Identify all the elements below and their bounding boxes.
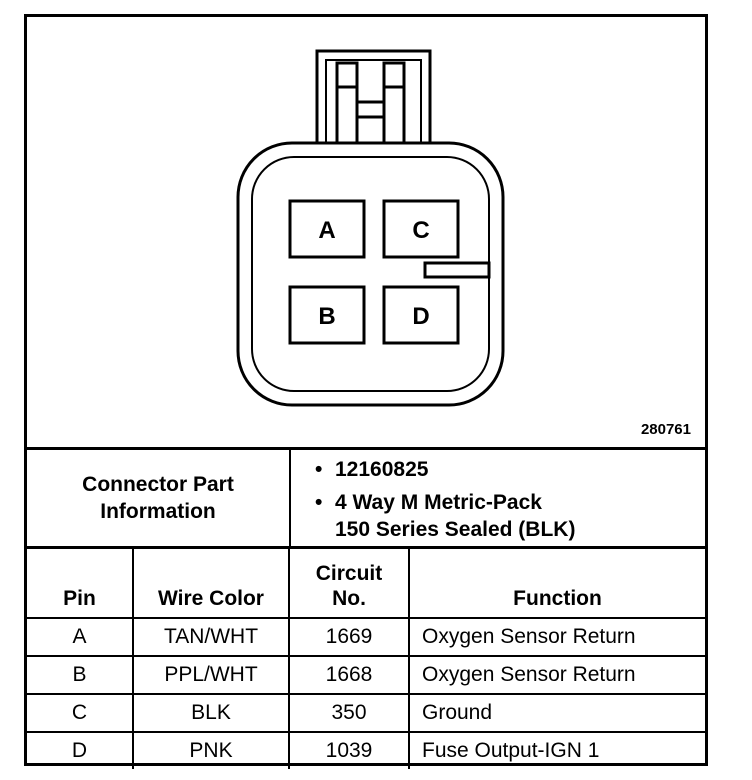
pin-label-d: D: [412, 303, 430, 330]
pin-label-b: B: [318, 303, 336, 330]
cell-wire-color: PPL/WHT: [133, 656, 289, 694]
header-wire-color: Wire Color: [133, 549, 289, 618]
table-row: [27, 694, 705, 732]
locking-tab: [317, 51, 430, 145]
connector-part-info-label: [27, 450, 291, 546]
info-label-line1: Connector Part: [82, 473, 234, 496]
pin-table: [27, 549, 705, 769]
table-header-row: [27, 549, 705, 618]
pin-label-c: C: [412, 217, 430, 244]
cell-function: Oxygen Sensor Return: [409, 656, 705, 694]
cell-pin: A: [27, 618, 133, 656]
cell-function: Ground: [409, 694, 705, 732]
cell-function: Oxygen Sensor Return: [409, 618, 705, 656]
part-number-line: [315, 458, 429, 482]
cell-wire-color: TAN/WHT: [133, 618, 289, 656]
pin-label-a: A: [318, 217, 336, 244]
keying-rib: [425, 263, 489, 277]
cell-pin: D: [27, 732, 133, 769]
table-row: [27, 732, 705, 769]
description-line1: [315, 491, 542, 515]
connector-chart: [24, 14, 708, 766]
cell-circuit: 1039: [289, 732, 409, 769]
header-pin: Pin: [27, 549, 133, 618]
info-label-line2: Information: [100, 500, 216, 523]
description-text-1: 4 Way M Metric-Pack: [335, 491, 542, 514]
header-circuit-no: [289, 549, 409, 618]
connector-drawing: [27, 17, 705, 447]
table-row: [27, 656, 705, 694]
cell-pin: B: [27, 656, 133, 694]
table-row: [27, 618, 705, 656]
figure-number: 280761: [640, 421, 691, 438]
connector-diagram: [27, 17, 705, 447]
cell-function: Fuse Output-IGN 1: [422, 739, 600, 762]
cell-wire-color: BLK: [133, 694, 289, 732]
cell-circuit: 1668: [289, 656, 409, 694]
cell-wire-color: PNK: [133, 732, 289, 769]
cell-circuit: 350: [289, 694, 409, 732]
header-circuit-line1: Circuit: [315, 562, 383, 585]
description-line2: 150 Series Sealed (BLK): [335, 518, 576, 541]
bullet: •: [315, 491, 323, 514]
cell-pin: C: [27, 694, 133, 732]
cell-circuit: 1669: [289, 618, 409, 656]
header-function: Function: [409, 549, 705, 618]
bullet: •: [315, 458, 323, 481]
connector-part-info: [27, 447, 705, 549]
part-number: 12160825: [335, 458, 429, 481]
connector-part-info-values: [291, 450, 705, 546]
header-circuit-line2: No.: [332, 587, 366, 610]
